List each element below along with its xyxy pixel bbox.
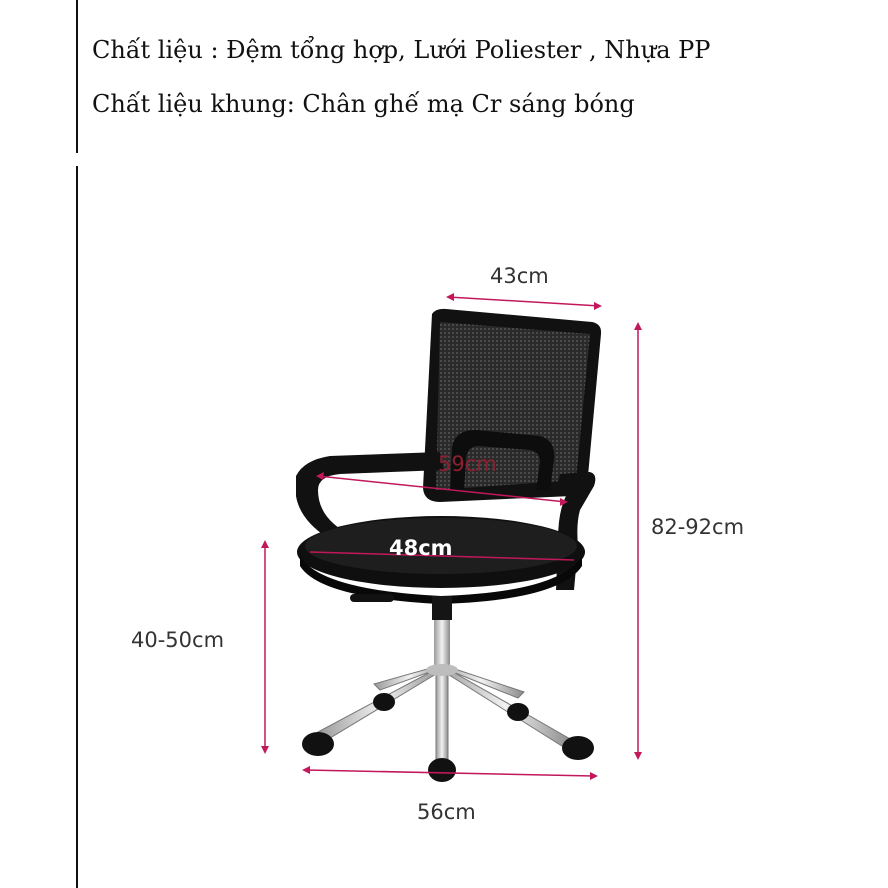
- gas-cylinder: [434, 620, 450, 670]
- gas-cylinder-cover: [432, 596, 452, 620]
- seat-width-label: 48cm: [389, 536, 453, 560]
- base-width-label: 56cm: [417, 800, 476, 824]
- seat-height-label: 40-50cm: [131, 628, 225, 652]
- seat-cushion: [297, 516, 585, 604]
- material-spec: Chất liệu : Đệm tổng hợp, Lưới Poliester , Nhựa PP: [92, 36, 711, 64]
- backrest-width-label: 43cm: [490, 264, 549, 288]
- chrome-base: [318, 664, 572, 760]
- total-height-label: 82-92cm: [651, 515, 745, 539]
- armrest-span-label: 59cm: [438, 452, 497, 476]
- frame-spec: Chất liệu khung: Chân ghế mạ Cr sáng bóng: [92, 90, 635, 118]
- height-lever: [350, 594, 394, 602]
